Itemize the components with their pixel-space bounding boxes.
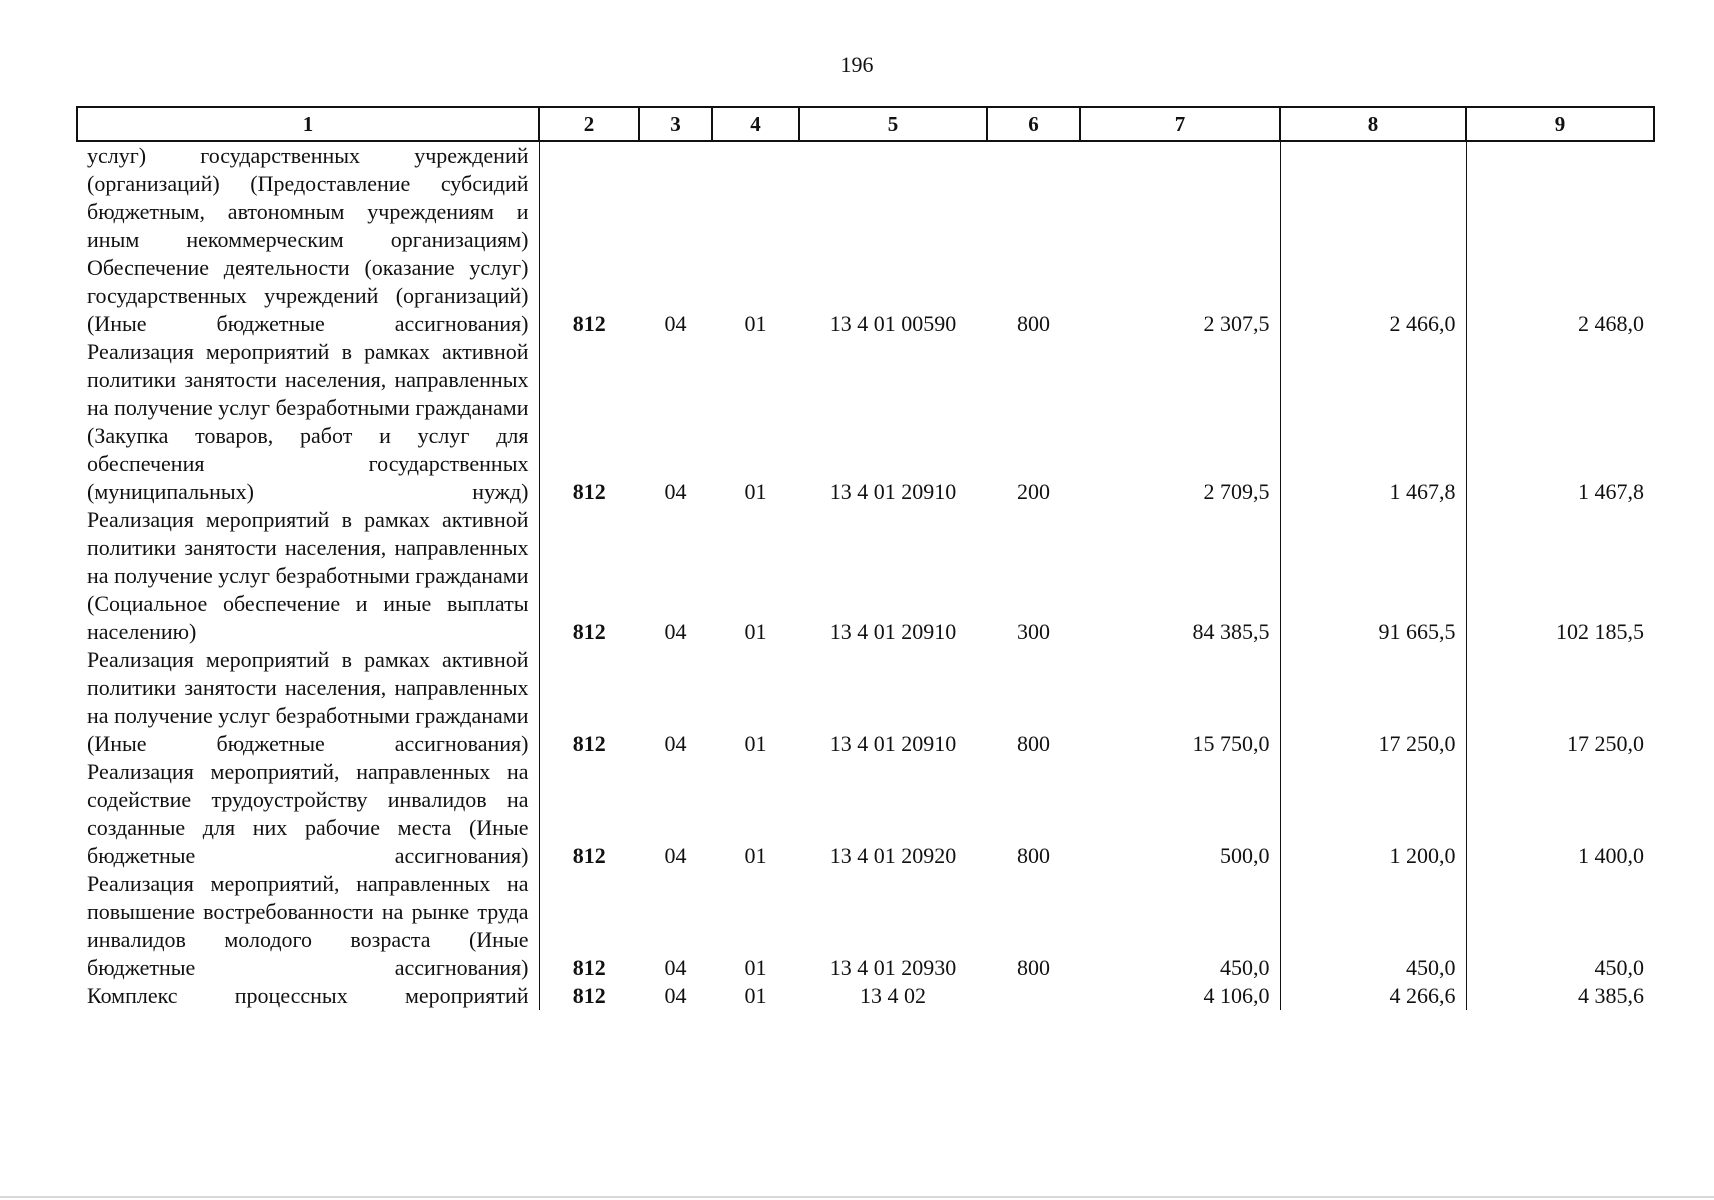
row-amount-7: 84 385,5 [1080, 506, 1280, 646]
row-code-6: 800 [1017, 731, 1050, 756]
col-header-8: 8 [1280, 107, 1466, 141]
row-description: Реализация мероприятий в рамках активной политики занятости населения, направленных на получение услуг безработными гражданами (Закупка товаров, работ и услуг для обеспечения государственных (муниципальных) нужд) [77, 338, 539, 506]
row-code-2: 812 [572, 731, 606, 756]
budget-table [76, 106, 1655, 1010]
row-amount-8: 1 467,8 [1280, 338, 1466, 506]
row-code-6 [987, 982, 1080, 1010]
row-code-5: 13 4 01 20910 [829, 479, 957, 504]
row-code-2: 812 [572, 311, 606, 336]
row-code-4: 01 [744, 731, 767, 756]
row-description: Реализация мероприятий, направленных на содействие трудоустройству инвалидов на созданные для них рабочие места (Иные бюджетные ассигнования) [77, 758, 539, 870]
row-code-4 [712, 141, 799, 254]
row-amount-9: 102 185,5 [1466, 506, 1654, 646]
row-code-6: 800 [1017, 843, 1050, 868]
row-amount-7 [1080, 141, 1280, 254]
row-code-4: 01 [744, 311, 767, 336]
col-header-7: 7 [1080, 107, 1280, 141]
row-amount-7: 500,0 [1080, 758, 1280, 870]
row-code-2 [539, 141, 639, 254]
row-amount-7: 450,0 [1080, 870, 1280, 982]
table-row [77, 141, 1654, 254]
row-description: Обеспечение деятельности (оказание услуг) государственных учреждений (организаций) (Иные бюджетные ассигнования) [77, 254, 539, 338]
col-header-1: 1 [77, 107, 539, 141]
table-row [77, 758, 1654, 870]
table-row [77, 982, 1654, 1010]
row-amount-8: 1 200,0 [1280, 758, 1466, 870]
row-amount-7: 15 750,0 [1080, 646, 1280, 758]
row-code-3: 04 [664, 619, 687, 644]
row-amount-8 [1280, 141, 1466, 254]
row-code-5 [799, 141, 987, 254]
row-code-2: 812 [572, 619, 606, 644]
row-code-3: 04 [664, 955, 687, 980]
row-code-2: 812 [572, 983, 606, 1008]
row-amount-9: 1 400,0 [1466, 758, 1654, 870]
row-amount-8: 17 250,0 [1280, 646, 1466, 758]
row-code-5: 13 4 01 00590 [829, 311, 957, 336]
col-header-5: 5 [799, 107, 987, 141]
row-code-4: 01 [744, 619, 767, 644]
row-code-3: 04 [664, 311, 687, 336]
row-code-5: 13 4 01 20920 [829, 843, 957, 868]
row-amount-9: 1 467,8 [1466, 338, 1654, 506]
header-row [77, 107, 1654, 141]
row-amount-9: 17 250,0 [1466, 646, 1654, 758]
row-code-2: 812 [572, 843, 606, 868]
row-amount-8: 2 466,0 [1280, 254, 1466, 338]
row-code-6: 800 [1017, 955, 1050, 980]
row-code-4: 01 [744, 479, 767, 504]
col-header-2: 2 [539, 107, 639, 141]
row-code-5: 13 4 01 20910 [829, 619, 957, 644]
row-code-5: 13 4 02 [860, 983, 926, 1008]
col-header-9: 9 [1466, 107, 1654, 141]
table-row [77, 254, 1654, 338]
row-code-6: 200 [1017, 479, 1050, 504]
row-code-4: 01 [744, 955, 767, 980]
row-code-2: 812 [572, 479, 606, 504]
row-code-3: 04 [664, 479, 687, 504]
row-amount-7: 2 307,5 [1080, 254, 1280, 338]
row-code-4: 01 [744, 843, 767, 868]
row-description: Комплекс процессных мероприятий [77, 982, 539, 1010]
row-description: услуг) государственных учреждений (организаций) (Предоставление субсидий бюджетным, автономным учреждениям и иным некоммерческим организациям) [77, 141, 539, 254]
row-code-2: 812 [572, 955, 606, 980]
row-amount-8: 4 266,6 [1280, 982, 1466, 1010]
row-amount-9 [1466, 141, 1654, 254]
table-row [77, 870, 1654, 982]
col-header-3: 3 [639, 107, 712, 141]
row-code-3: 04 [664, 983, 687, 1008]
row-amount-9: 450,0 [1466, 870, 1654, 982]
row-code-5: 13 4 01 20930 [829, 955, 957, 980]
row-amount-7: 2 709,5 [1080, 338, 1280, 506]
col-header-6: 6 [987, 107, 1080, 141]
row-amount-9: 2 468,0 [1466, 254, 1654, 338]
page-number: 196 [840, 52, 874, 77]
row-code-5: 13 4 01 20910 [829, 731, 957, 756]
row-amount-8: 91 665,5 [1280, 506, 1466, 646]
row-code-6: 800 [1017, 311, 1050, 336]
page-edge-line [0, 1196, 1714, 1198]
row-description: Реализация мероприятий, направленных на повышение востребованности на рынке труда инвалидов молодого возраста (Иные бюджетные ассигнования) [77, 870, 539, 982]
col-header-4: 4 [712, 107, 799, 141]
row-description: Реализация мероприятий в рамках активной политики занятости населения, направленных на получение услуг безработными гражданами (Иные бюджетные ассигнования) [77, 646, 539, 758]
table-row [77, 506, 1654, 646]
row-description: Реализация мероприятий в рамках активной политики занятости населения, направленных на получение услуг безработными гражданами (Социальное обеспечение и иные выплаты населению) [77, 506, 539, 646]
row-code-3 [639, 141, 712, 254]
table-row [77, 338, 1654, 506]
row-code-3: 04 [664, 731, 687, 756]
row-code-6: 300 [1017, 619, 1050, 644]
row-code-4: 01 [744, 983, 767, 1008]
row-amount-7: 4 106,0 [1080, 982, 1280, 1010]
row-amount-8: 450,0 [1280, 870, 1466, 982]
table-row [77, 646, 1654, 758]
row-amount-9: 4 385,6 [1466, 982, 1654, 1010]
row-code-6 [987, 141, 1080, 254]
row-code-3: 04 [664, 843, 687, 868]
